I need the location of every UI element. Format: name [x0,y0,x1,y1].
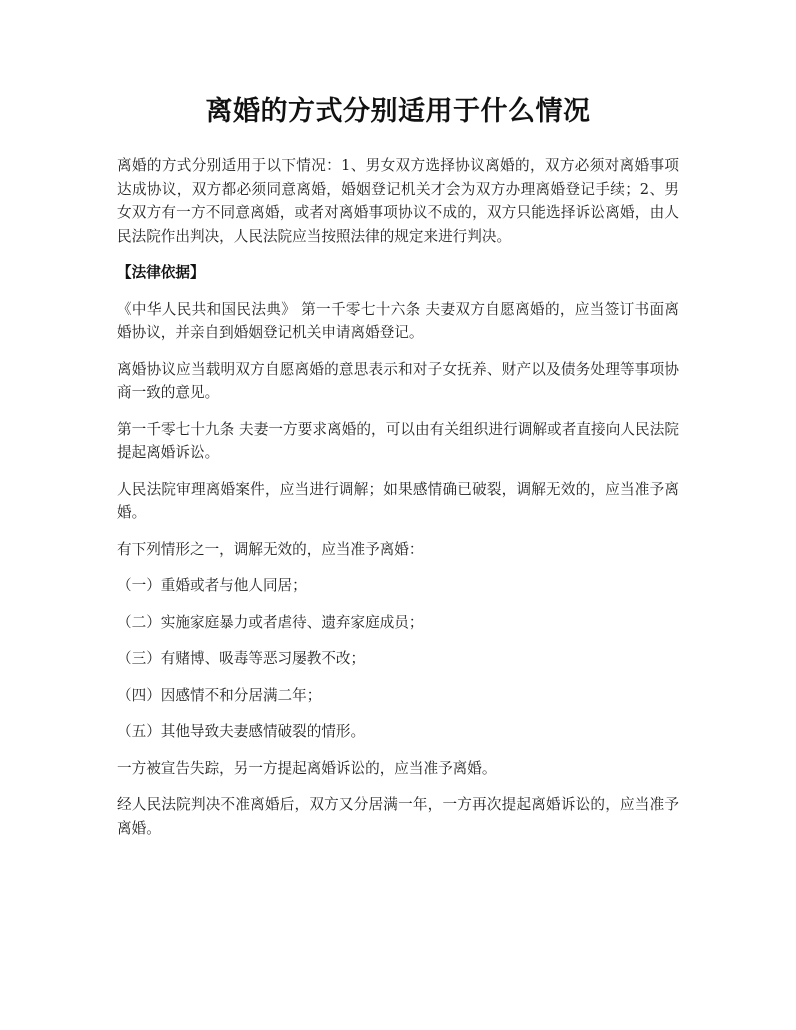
paragraph-civil-code-1076: 《中华人民共和国民法典》 第一千零七十六条 夫妻双方自愿离婚的，应当签订书面离婚协议，并亲自到婚姻登记机关申请离婚登记。 [117,300,679,341]
list-item-condition-1: （一）重婚或者与他人同居； [117,577,307,594]
paragraph-court-mediation: 人民法院审理离婚案件，应当进行调解；如果感情确已破裂，调解无效的，应当准予离婚。 [117,480,679,521]
list-item-condition-4: （四）因感情不和分居满二年； [117,686,322,704]
paragraph-agreement-content: 离婚协议应当载明双方自愿离婚的意思表示和对子女抚养、财产以及债务处理等事项协商一致的意见。 [117,360,679,401]
list-item-condition-5: （五）其他导致夫妻感情破裂的情形。 [117,723,366,740]
paragraph-civil-code-1079: 第一千零七十九条 夫妻一方要求离婚的，可以由有关组织进行调解或者直接向人民法院提起离婚诉讼。 [117,420,679,461]
legal-basis-heading: 【法律依据】 [117,264,205,281]
list-item-condition-2: （二）实施家庭暴力或者虐待、遗弃家庭成员； [117,613,424,631]
paragraph-missing-person: 一方被宣告失踪，另一方提起离婚诉讼的，应当准予离婚。 [117,759,497,777]
paragraph-conditions-intro: 有下列情形之一，调解无效的，应当准予离婚： [117,540,424,558]
paragraph-separation-after-judgment: 经人民法院判决不准离婚后，双方又分居满一年，一方再次提起离婚诉讼的，应当准予离婚。 [117,796,679,837]
document-title: 离婚的方式分别适用于什么情况 [205,96,591,127]
list-item-condition-3: （三）有赌博、吸毒等恶习屡教不改； [117,650,366,667]
intro-paragraph: 离婚的方式分别适用于以下情况：1、男女双方选择协议离婚的，双方必须对离婚事项达成协议，双方都必须同意离婚，婚姻登记机关才会为双方办理离婚登记手续；2、男女双方有一方不同意离婚，或者对离婚事项协议不成的，双方只能选择诉讼离婚，由人民法院作出判决，人民法院应当按照法律的规定来进行判决。 [117,157,679,245]
